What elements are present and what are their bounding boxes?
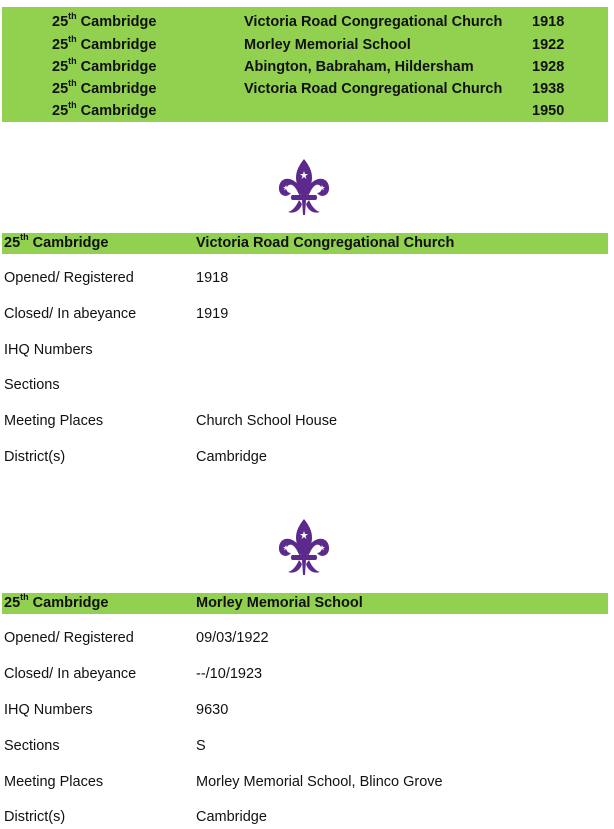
summary-table bbox=[2, 7, 608, 122]
field-value: S bbox=[196, 738, 206, 754]
unit-name: 25th Cambridge bbox=[52, 34, 157, 53]
field-row bbox=[2, 630, 608, 650]
section-header bbox=[2, 593, 608, 614]
section-header bbox=[2, 233, 608, 254]
field-label: IHQ Numbers bbox=[4, 702, 93, 718]
meeting-place: Victoria Road Congregational Church bbox=[244, 14, 503, 30]
field-row bbox=[2, 377, 608, 397]
field-row bbox=[2, 809, 608, 829]
unit-name: 25th Cambridge bbox=[52, 100, 157, 119]
field-value: Cambridge bbox=[196, 809, 267, 825]
field-row bbox=[2, 738, 608, 758]
field-value: --/10/1923 bbox=[196, 666, 263, 682]
meeting-place: Morley Memorial School bbox=[244, 37, 411, 53]
unit-name: 25th Cambridge bbox=[52, 11, 157, 30]
meeting-place: Abington, Babraham, Hildersham bbox=[244, 59, 474, 75]
fleur-de-lis-icon bbox=[274, 517, 334, 577]
summary-row bbox=[2, 99, 608, 121]
field-label: District(s) bbox=[4, 449, 66, 465]
field-row bbox=[2, 666, 608, 686]
field-row bbox=[2, 413, 608, 433]
field-label: District(s) bbox=[4, 809, 66, 825]
unit-name: 25th Cambridge bbox=[52, 78, 157, 97]
field-label: Meeting Places bbox=[4, 774, 104, 790]
unit-name: 25th Cambridge bbox=[4, 232, 109, 251]
field-label: IHQ Numbers bbox=[4, 342, 93, 358]
field-value: Church School House bbox=[196, 413, 338, 429]
year: 1922 bbox=[532, 37, 565, 53]
year: 1918 bbox=[532, 14, 565, 30]
field-value: 1919 bbox=[196, 306, 229, 322]
section-place: Victoria Road Congregational Church bbox=[196, 235, 455, 251]
field-label: Opened/ Registered bbox=[4, 270, 134, 286]
summary-row bbox=[2, 10, 608, 32]
year: 1950 bbox=[532, 103, 565, 119]
field-label: Sections bbox=[4, 738, 60, 754]
fleur-de-lis-icon bbox=[274, 157, 334, 217]
field-row bbox=[2, 449, 608, 469]
field-value: 1918 bbox=[196, 270, 229, 286]
field-label: Sections bbox=[4, 377, 60, 393]
year: 1938 bbox=[532, 81, 565, 97]
meeting-place: Victoria Road Congregational Church bbox=[244, 81, 503, 97]
summary-row bbox=[2, 55, 608, 77]
field-value: 09/03/1922 bbox=[196, 630, 269, 646]
section-place: Morley Memorial School bbox=[196, 595, 363, 611]
field-row bbox=[2, 774, 608, 794]
field-value: Morley Memorial School, Blinco Grove bbox=[196, 774, 443, 790]
summary-row bbox=[2, 77, 608, 99]
field-label: Meeting Places bbox=[4, 413, 104, 429]
field-value: Cambridge bbox=[196, 449, 267, 465]
unit-name: 25th Cambridge bbox=[52, 56, 157, 75]
field-row bbox=[2, 342, 608, 362]
field-row bbox=[2, 306, 608, 326]
field-row bbox=[2, 702, 608, 722]
field-label: Closed/ In abeyance bbox=[4, 306, 137, 322]
summary-row bbox=[2, 33, 608, 55]
field-label: Opened/ Registered bbox=[4, 630, 134, 646]
field-row bbox=[2, 270, 608, 290]
unit-name: 25th Cambridge bbox=[4, 592, 109, 611]
field-label: Closed/ In abeyance bbox=[4, 666, 137, 682]
field-value: 9630 bbox=[196, 702, 229, 718]
year: 1928 bbox=[532, 59, 565, 75]
